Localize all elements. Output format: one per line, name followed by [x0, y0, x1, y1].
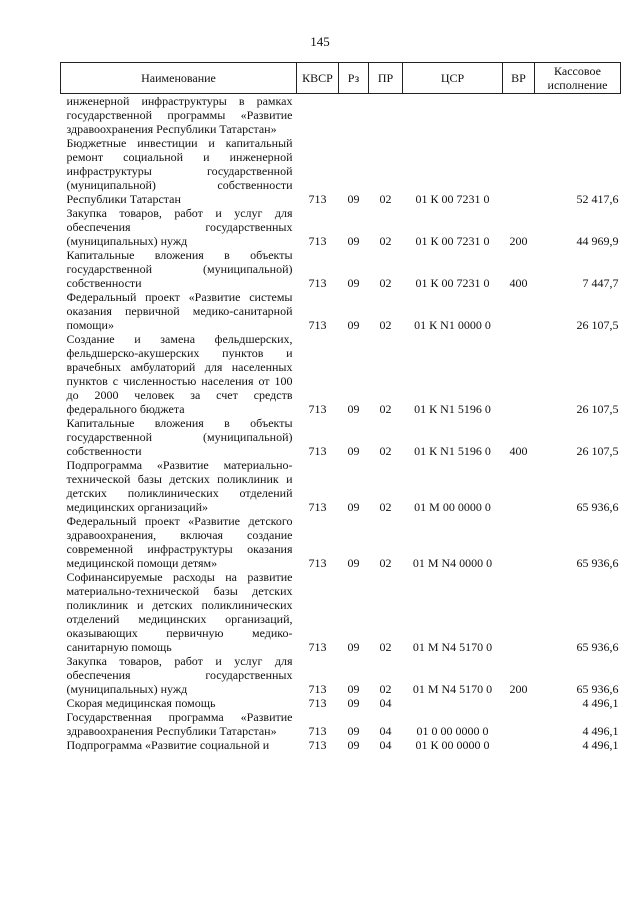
cell-kassovoe-ispolnenie: 7 447,7: [582, 276, 619, 290]
cell-name: инженерной инфраструктуры в рамках государственной программы «Развитие здравоохранения Республики Татарстан»: [66, 94, 293, 136]
cell-csr: [403, 696, 503, 710]
cell-csr: 01 К 00 0000 0: [415, 738, 490, 752]
cell-kvsr: 713: [308, 276, 327, 290]
cell-vr: [503, 696, 535, 710]
cell-name: Скорая медицинская помощь: [66, 696, 216, 710]
cell-pr: 02: [379, 192, 392, 206]
cell-vr: 200: [509, 682, 528, 696]
table-row: [61, 206, 621, 248]
cell-pr: 02: [379, 234, 392, 248]
cell-kvsr: 713: [308, 234, 327, 248]
cell-rz: 09: [347, 696, 360, 710]
cell-name: Создание и замена фельдшерских, фельдшерско-акушерских пунктов и врачебных амбулаторий для населенных пунктов с численностью населения от 100 до 2000 человек за счет средств федерального бюджета: [66, 332, 293, 416]
header-kass-line2: исполнение: [547, 78, 608, 92]
cell-name: Бюджетные инвестиции и капитальный ремонт социальной и инженерной инфраструктуры государственной (муниципальной) собственности Республики Татарстан: [66, 136, 293, 206]
cell-rz: 09: [347, 402, 360, 416]
cell-name: Закупка товаров, работ и услуг для обеспечения государственных (муниципальных) нужд: [66, 654, 293, 696]
cell-pr: [369, 94, 403, 137]
cell-name: Софинансируемые расходы на развитие материально-технической базы детских поликлиник и детских поликлинических отделений медицинских организаций, оказывающих первичную медико-санитарную помощь: [66, 570, 293, 654]
cell-vr: [503, 458, 535, 514]
cell-csr: 01 К 00 7231 0: [415, 192, 490, 206]
table-row: [61, 458, 621, 514]
table-row: [61, 136, 621, 206]
cell-kassovoe-ispolnenie: 4 496,1: [582, 696, 619, 710]
cell-pr: 02: [379, 682, 392, 696]
cell-rz: 09: [347, 682, 360, 696]
cell-kvsr: 713: [308, 444, 327, 458]
cell-csr: 01 М N4 0000 0: [412, 556, 493, 570]
cell-kassovoe-ispolnenie: 26 107,5: [576, 444, 619, 458]
cell-rz: 09: [347, 234, 360, 248]
cell-rz: 09: [347, 556, 360, 570]
cell-vr: 400: [509, 276, 528, 290]
cell-csr: 01 0 00 0000 0: [416, 724, 489, 738]
cell-kassovoe-ispolnenie: 26 107,5: [576, 318, 619, 332]
cell-rz: 09: [347, 640, 360, 654]
cell-vr: 200: [509, 234, 528, 248]
table-body: [61, 94, 621, 753]
cell-kassovoe-ispolnenie: 52 417,6: [576, 192, 619, 206]
cell-rz: 09: [347, 724, 360, 738]
cell-vr: [503, 710, 535, 738]
table-row: [61, 514, 621, 570]
table-row: [61, 416, 621, 458]
table-row: [61, 710, 621, 738]
budget-table: [60, 62, 621, 752]
cell-rz: 09: [347, 500, 360, 514]
table-row: [61, 696, 621, 710]
cell-name: Федеральный проект «Развитие детского здравоохранения, включая создание современной инфраструктуры оказания медицинской помощи детям»: [66, 514, 293, 570]
table-row: [61, 290, 621, 332]
header-rz: Рз: [339, 63, 369, 94]
cell-rz: 09: [347, 192, 360, 206]
cell-kassovoe-ispolnenie: 4 496,1: [582, 738, 619, 752]
cell-vr: [503, 332, 535, 416]
cell-name: Подпрограмма «Развитие социальной и: [66, 738, 270, 752]
cell-vr: [503, 570, 535, 654]
cell-csr: 01 К 00 7231 0: [415, 234, 490, 248]
cell-csr: 01 М N4 5170 0: [412, 682, 493, 696]
cell-name: Федеральный проект «Развитие системы оказания первичной медико-санитарной помощи»: [66, 290, 293, 332]
cell-kvsr: 713: [308, 500, 327, 514]
cell-kassovoe-ispolnenie: [535, 94, 621, 137]
table-row: [61, 332, 621, 416]
cell-kvsr: 713: [308, 402, 327, 416]
cell-pr: 02: [379, 500, 392, 514]
cell-kassovoe-ispolnenie: 65 936,6: [576, 556, 619, 570]
cell-kvsr: 713: [308, 738, 327, 752]
cell-name: Капитальные вложения в объекты государственной (муниципальной) собственности: [66, 416, 293, 458]
cell-kvsr: 713: [308, 640, 327, 654]
cell-kassovoe-ispolnenie: 44 969,9: [576, 234, 619, 248]
header-kassovoe-ispolnenie: [535, 63, 621, 94]
cell-kvsr: 713: [308, 318, 327, 332]
header-pr: ПР: [369, 63, 403, 94]
cell-csr: 01 К 00 7231 0: [415, 276, 490, 290]
cell-kvsr: 713: [308, 696, 327, 710]
table-row: [61, 654, 621, 696]
cell-rz: 09: [347, 276, 360, 290]
cell-vr: [503, 136, 535, 206]
cell-vr: 400: [509, 444, 528, 458]
header-kvsr: КВСР: [297, 63, 339, 94]
page-number: 145: [310, 34, 330, 49]
cell-pr: 02: [379, 640, 392, 654]
table-row: [61, 94, 621, 137]
cell-csr: 01 М N4 5170 0: [412, 640, 493, 654]
cell-kassovoe-ispolnenie: 26 107,5: [576, 402, 619, 416]
cell-rz: 09: [347, 318, 360, 332]
table-row: [61, 248, 621, 290]
header-csr: ЦСР: [403, 63, 503, 94]
cell-rz: 09: [347, 444, 360, 458]
cell-kvsr: [297, 94, 339, 137]
cell-rz: [339, 94, 369, 137]
cell-csr: 01 К N1 0000 0: [414, 318, 491, 332]
cell-kvsr: 713: [308, 724, 327, 738]
cell-name: Государственная программа «Развитие здравоохранения Республики Татарстан»: [66, 710, 293, 738]
cell-pr: 04: [379, 738, 392, 752]
cell-pr: 04: [379, 696, 392, 710]
header-vr: ВР: [503, 63, 535, 94]
cell-csr: [403, 94, 503, 137]
cell-name: Капитальные вложения в объекты государственной (муниципальной) собственности: [66, 248, 293, 290]
cell-pr: 02: [379, 276, 392, 290]
header-name: Наименование: [61, 63, 297, 94]
cell-csr: 01 К N1 5196 0: [414, 444, 491, 458]
cell-pr: 04: [379, 724, 392, 738]
cell-csr: 01 К N1 5196 0: [414, 402, 491, 416]
cell-vr: [503, 738, 535, 752]
cell-name: Подпрограмма «Развитие материально-технической базы детских поликлиник и детских поликлинических отделений медицинских организаций»: [66, 458, 293, 514]
table-row: [61, 570, 621, 654]
cell-pr: 02: [379, 402, 392, 416]
cell-pr: 02: [379, 444, 392, 458]
cell-vr: [503, 94, 535, 137]
cell-kassovoe-ispolnenie: 65 936,6: [576, 500, 619, 514]
cell-kvsr: 713: [308, 682, 327, 696]
cell-pr: 02: [379, 318, 392, 332]
table-row: [61, 738, 621, 752]
cell-kvsr: 713: [308, 556, 327, 570]
cell-csr: 01 М 00 0000 0: [414, 500, 491, 514]
header-kass-line1: Кассовое: [554, 64, 601, 78]
cell-vr: [503, 290, 535, 332]
cell-kvsr: 713: [308, 192, 327, 206]
cell-rz: 09: [347, 738, 360, 752]
cell-vr: [503, 514, 535, 570]
cell-name: Закупка товаров, работ и услуг для обеспечения государственных (муниципальных) нужд: [66, 206, 293, 248]
cell-pr: 02: [379, 556, 392, 570]
cell-kassovoe-ispolnenie: 4 496,1: [582, 724, 619, 738]
cell-kassovoe-ispolnenie: 65 936,6: [576, 640, 619, 654]
cell-kassovoe-ispolnenie: 65 936,6: [576, 682, 619, 696]
table-header-row: [61, 63, 621, 94]
